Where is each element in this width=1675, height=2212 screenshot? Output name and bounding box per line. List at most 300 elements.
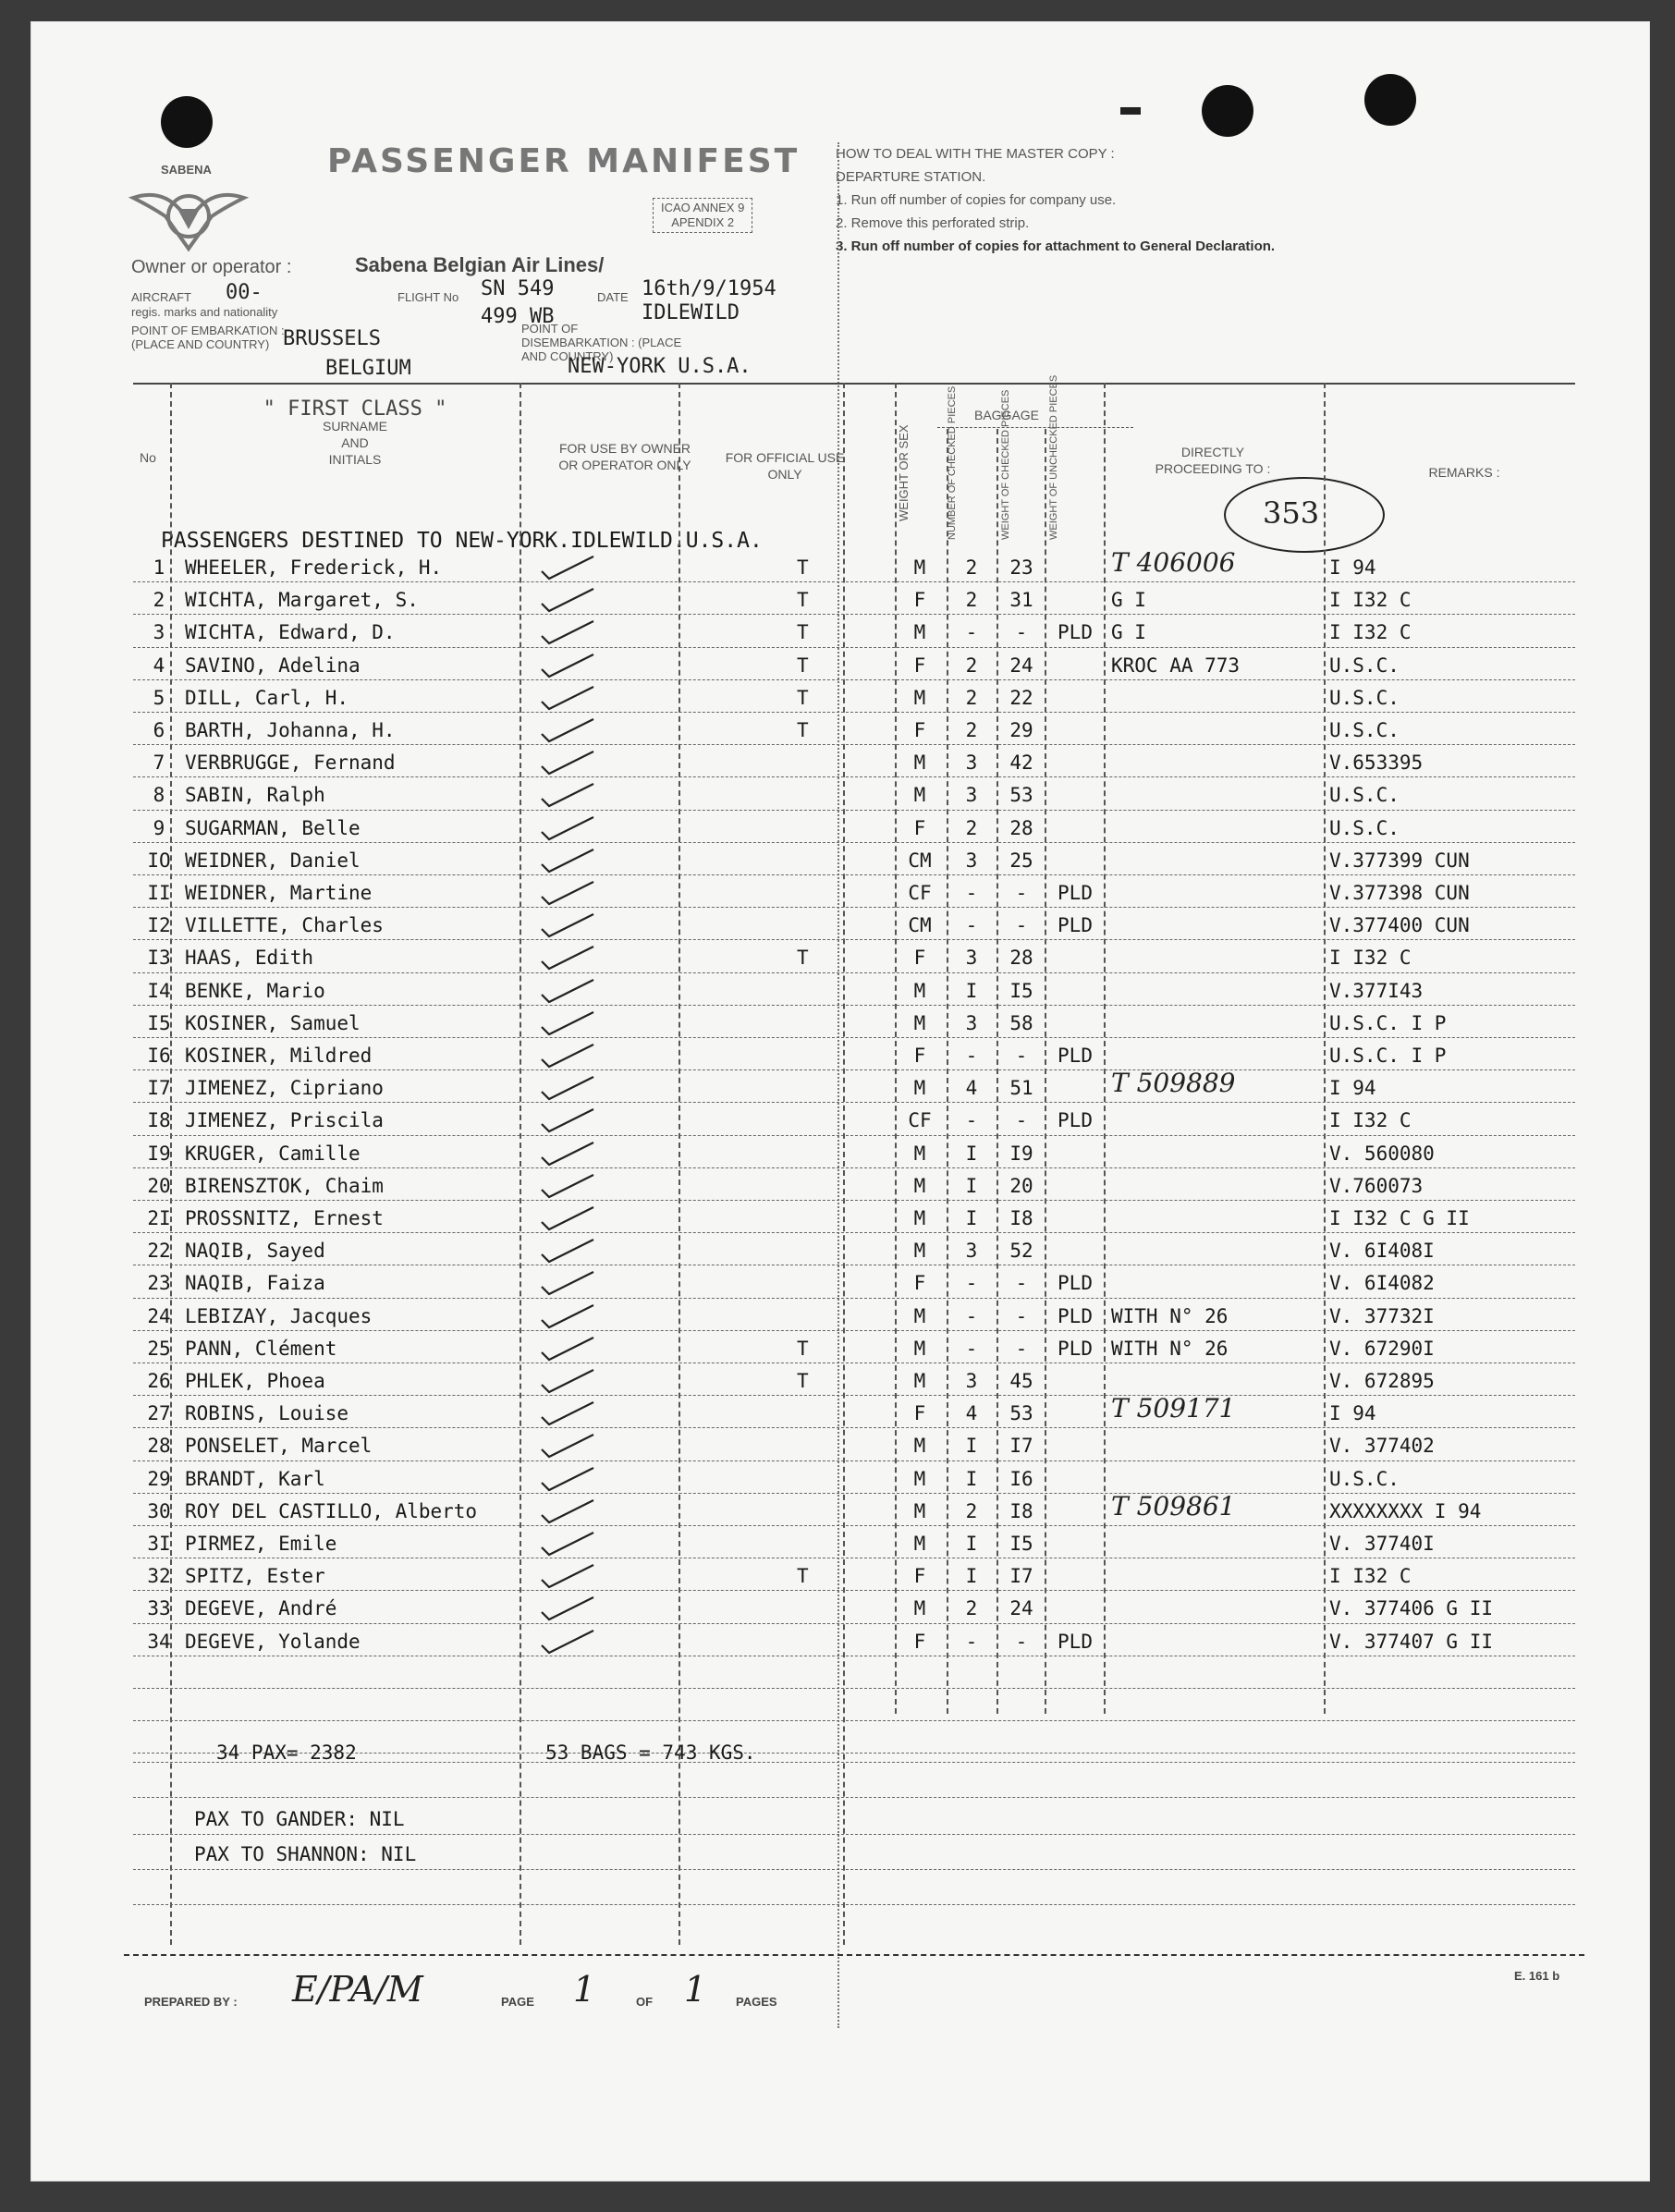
class-title: " FIRST CLASS " bbox=[263, 397, 447, 421]
passenger-name: VERBRUGGE, Fernand bbox=[185, 752, 396, 775]
passenger-number: 34 bbox=[147, 1630, 171, 1653]
row-line bbox=[133, 581, 1575, 582]
passenger-number: I3 bbox=[147, 947, 171, 970]
row-line bbox=[133, 1904, 1575, 1905]
row-line bbox=[133, 1720, 1575, 1721]
checked-weight: 53 bbox=[1009, 1402, 1033, 1425]
passenger-name: LEBIZAY, Jacques bbox=[185, 1304, 373, 1327]
row-line bbox=[133, 1797, 1575, 1798]
passenger-name: DILL, Carl, H. bbox=[185, 686, 349, 709]
remarks: V. 377406 G II bbox=[1329, 1597, 1494, 1620]
checked-weight: - bbox=[1015, 914, 1028, 937]
remarks: I I32 C bbox=[1329, 1565, 1412, 1588]
checked-weight: - bbox=[1015, 1272, 1028, 1295]
checked-pieces: I bbox=[965, 1207, 978, 1229]
table-row bbox=[31, 1462, 1649, 1495]
row-line bbox=[133, 907, 1575, 908]
passenger-sex: M bbox=[913, 1337, 926, 1360]
table-row bbox=[31, 1559, 1649, 1592]
checked-weight: I8 bbox=[1009, 1207, 1033, 1229]
passenger-name: SABIN, Ralph bbox=[185, 784, 325, 807]
passenger-number: 6 bbox=[153, 719, 165, 741]
table-row bbox=[31, 1007, 1649, 1039]
checked-pieces: - bbox=[965, 621, 978, 644]
passenger-number: 29 bbox=[147, 1467, 171, 1490]
passenger-name: HAAS, Edith bbox=[185, 947, 314, 970]
col-weight-sex: WEIGHT OR SEX bbox=[897, 424, 911, 521]
passenger-sex: M bbox=[913, 1077, 926, 1100]
passenger-sex: M bbox=[913, 1370, 926, 1392]
checked-pieces: 2 bbox=[965, 816, 978, 839]
passenger-name: SUGARMAN, Belle bbox=[185, 816, 361, 839]
instruction-item: 1. Run off number of copies for company use. bbox=[836, 192, 1117, 208]
date-label: DATE bbox=[597, 290, 629, 304]
checked-pieces: I bbox=[965, 1435, 978, 1458]
passenger-sex: M bbox=[913, 1499, 926, 1522]
table-row bbox=[31, 1068, 1649, 1104]
col-no: No bbox=[140, 450, 156, 465]
circled-number-text: 353 bbox=[1263, 495, 1320, 531]
row-line bbox=[133, 1762, 1575, 1763]
passenger-sex: CM bbox=[908, 914, 932, 937]
embark-value-1: BRUSSELS bbox=[283, 327, 381, 350]
instruction-item: 3. Run off number of copies for attachment to General Declaration. bbox=[836, 238, 1276, 254]
passenger-sex: M bbox=[913, 1435, 926, 1458]
checked-pieces: 3 bbox=[965, 752, 978, 775]
passenger-sex: CF bbox=[908, 1109, 932, 1132]
checked-pieces: - bbox=[965, 882, 978, 904]
passenger-name: PROSSNITZ, Ernest bbox=[185, 1207, 384, 1229]
table-row bbox=[31, 1364, 1649, 1397]
passenger-number: I6 bbox=[147, 1045, 171, 1067]
official-mark: T bbox=[797, 719, 809, 741]
checked-weight: - bbox=[1015, 1304, 1028, 1327]
passenger-sex: M bbox=[913, 979, 926, 1002]
passenger-sex: F bbox=[913, 816, 926, 839]
passenger-number: I5 bbox=[147, 1011, 171, 1034]
table-row bbox=[31, 1039, 1649, 1071]
checked-weight: I5 bbox=[1009, 1533, 1033, 1555]
passenger-name: ROBINS, Louise bbox=[185, 1402, 349, 1425]
of-value: 1 bbox=[684, 1969, 707, 2010]
row-line bbox=[133, 1005, 1575, 1006]
passenger-sex: F bbox=[913, 1565, 926, 1588]
sabena-logo-icon bbox=[124, 161, 253, 272]
checked-pieces: I bbox=[965, 1174, 978, 1197]
checked-pieces: - bbox=[965, 914, 978, 937]
passenger-name: WEIDNER, Martine bbox=[185, 882, 373, 904]
page-value: 1 bbox=[573, 1969, 596, 2010]
remarks: U.S.C. I P bbox=[1329, 1045, 1447, 1067]
checked-pieces: 2 bbox=[965, 589, 978, 612]
passenger-name: KOSINER, Samuel bbox=[185, 1011, 361, 1034]
table-top-border bbox=[133, 383, 1575, 385]
punch-hole bbox=[161, 96, 213, 148]
table-row bbox=[31, 974, 1649, 1007]
remarks: V. 37732I bbox=[1329, 1304, 1435, 1327]
remarks: V. 672895 bbox=[1329, 1370, 1435, 1392]
row-line bbox=[133, 1135, 1575, 1136]
passenger-number: I7 bbox=[147, 1077, 171, 1100]
remarks: V. 560080 bbox=[1329, 1142, 1435, 1165]
prepared-label: PREPARED BY : bbox=[144, 1995, 238, 2009]
instruction-item: 2. Remove this perforated strip. bbox=[836, 215, 1030, 231]
remarks: V. 377407 G II bbox=[1329, 1630, 1494, 1653]
unchecked-weight: PLD bbox=[1058, 1630, 1093, 1653]
unchecked-weight: PLD bbox=[1058, 1109, 1093, 1132]
page-label: PAGE bbox=[501, 1995, 534, 2009]
passenger-number: 28 bbox=[147, 1435, 171, 1458]
passenger-number: 27 bbox=[147, 1402, 171, 1425]
passenger-sex: M bbox=[913, 556, 926, 579]
passenger-name: VILLETTE, Charles bbox=[185, 914, 384, 937]
document-title: PASSENGER MANIFEST bbox=[327, 142, 801, 180]
circled-number bbox=[1224, 477, 1385, 553]
directly-proceeding: T 509171 bbox=[1111, 1393, 1236, 1424]
checked-weight: I6 bbox=[1009, 1467, 1033, 1490]
official-mark: T bbox=[797, 589, 809, 612]
passenger-sex: M bbox=[913, 1142, 926, 1165]
checked-weight: 28 bbox=[1009, 947, 1033, 970]
passenger-name: ROY DEL CASTILLO, Alberto bbox=[185, 1499, 478, 1522]
checked-pieces: - bbox=[965, 1630, 978, 1653]
col-name-header bbox=[170, 397, 540, 468]
passenger-name: BENKE, Mario bbox=[185, 979, 325, 1002]
remarks: I I32 C bbox=[1329, 621, 1412, 644]
table-row bbox=[31, 876, 1649, 909]
remarks: V.377I43 bbox=[1329, 979, 1424, 1002]
passenger-sex: M bbox=[913, 1304, 926, 1327]
official-mark: T bbox=[797, 556, 809, 579]
passenger-name: PONSELET, Marcel bbox=[185, 1435, 373, 1458]
checked-weight: I7 bbox=[1009, 1435, 1033, 1458]
icao-line-2: APENDIX 2 bbox=[671, 215, 735, 229]
table-row bbox=[31, 1169, 1649, 1202]
directly-proceeding: WITH N° 26 bbox=[1111, 1304, 1229, 1327]
passenger-name: PIRMEZ, Emile bbox=[185, 1533, 337, 1555]
icao-box bbox=[653, 198, 752, 233]
note-shannon: PAX TO SHANNON: NIL bbox=[194, 1843, 417, 1865]
col-official-use: FOR OFFICIAL USE ONLY bbox=[725, 450, 845, 482]
passenger-name: JIMENEZ, Priscila bbox=[185, 1109, 384, 1132]
col-initials: INITIALS bbox=[328, 452, 382, 467]
passenger-number: 33 bbox=[147, 1597, 171, 1620]
checked-pieces: 2 bbox=[965, 719, 978, 741]
passenger-number: IO bbox=[147, 849, 171, 872]
col-weight-unchecked: WEIGHT OF UNCHECKED PIECES bbox=[1048, 374, 1059, 540]
passenger-number: 26 bbox=[147, 1370, 171, 1392]
passenger-sex: M bbox=[913, 752, 926, 775]
aircraft-label: AIRCRAFT bbox=[131, 290, 191, 304]
row-line bbox=[133, 712, 1575, 713]
checked-weight: 42 bbox=[1009, 752, 1033, 775]
passenger-name: PANN, Clément bbox=[185, 1337, 337, 1360]
checked-weight: 25 bbox=[1009, 849, 1033, 872]
passenger-number: 30 bbox=[147, 1499, 171, 1522]
checked-weight: - bbox=[1015, 882, 1028, 904]
row-line bbox=[133, 1102, 1575, 1103]
remarks: V.653395 bbox=[1329, 752, 1424, 775]
row-line bbox=[133, 744, 1575, 745]
row-line bbox=[133, 1069, 1575, 1070]
unchecked-weight: PLD bbox=[1058, 914, 1093, 937]
col-weight-checked: WEIGHT OF CHECKED PIECES bbox=[1000, 389, 1011, 540]
aircraft-sub: regis. marks and nationality bbox=[131, 305, 278, 319]
embark-value-2: BELGIUM bbox=[325, 357, 411, 380]
disembark-value-2: NEW-YORK U.S.A. bbox=[568, 355, 752, 378]
passenger-number: I8 bbox=[147, 1109, 171, 1132]
checked-weight: 23 bbox=[1009, 556, 1033, 579]
checked-pieces: I bbox=[965, 1142, 978, 1165]
passenger-number: 24 bbox=[147, 1304, 171, 1327]
checked-pieces: 4 bbox=[965, 1402, 978, 1425]
passenger-number: 4 bbox=[153, 654, 165, 677]
passenger-sex: F bbox=[913, 1272, 926, 1295]
passenger-sex: M bbox=[913, 686, 926, 709]
passenger-sex: F bbox=[913, 719, 926, 741]
passenger-number: 1 bbox=[153, 556, 165, 579]
checked-weight: 24 bbox=[1009, 654, 1033, 677]
official-mark: T bbox=[797, 947, 809, 970]
checked-weight: 20 bbox=[1009, 1174, 1033, 1197]
directly-proceeding: T 509861 bbox=[1111, 1490, 1236, 1522]
passenger-name: WICHTA, Margaret, S. bbox=[185, 589, 419, 612]
remarks: V.760073 bbox=[1329, 1174, 1424, 1197]
flight-value: SN 549 bbox=[481, 277, 555, 300]
remarks: I I32 C bbox=[1329, 1109, 1412, 1132]
col-baggage: BAGGAGE bbox=[973, 408, 1040, 422]
official-mark: T bbox=[797, 654, 809, 677]
passenger-sex: F bbox=[913, 654, 926, 677]
row-line bbox=[133, 1834, 1575, 1835]
checked-weight: I8 bbox=[1009, 1499, 1033, 1522]
checked-weight: 45 bbox=[1009, 1370, 1033, 1392]
directly-proceeding: G I bbox=[1111, 621, 1146, 644]
table-row bbox=[31, 1429, 1649, 1461]
row-line bbox=[133, 1688, 1575, 1689]
disembark-value-1: IDLEWILD bbox=[642, 301, 740, 324]
checked-pieces: 2 bbox=[965, 1597, 978, 1620]
directly-proceeding: T 509889 bbox=[1111, 1068, 1236, 1099]
row-line bbox=[133, 1427, 1575, 1428]
totals-bags: 53 BAGS = 743 KGS. bbox=[545, 1741, 756, 1764]
row-line bbox=[133, 776, 1575, 777]
checked-pieces: 3 bbox=[965, 849, 978, 872]
passenger-name: NAQIB, Sayed bbox=[185, 1240, 325, 1263]
row-line bbox=[133, 1590, 1575, 1591]
unchecked-weight: PLD bbox=[1058, 1337, 1093, 1360]
passenger-number: 25 bbox=[147, 1337, 171, 1360]
checked-pieces: 3 bbox=[965, 947, 978, 970]
pages-label: PAGES bbox=[736, 1995, 777, 2009]
remarks: U.S.C. bbox=[1329, 816, 1400, 839]
punch-hole bbox=[1202, 85, 1253, 137]
passenger-number: I2 bbox=[147, 914, 171, 937]
table-row bbox=[31, 1137, 1649, 1169]
checked-weight: - bbox=[1015, 1045, 1028, 1067]
logo-text: SABENA bbox=[161, 163, 212, 177]
passenger-sex: F bbox=[913, 1402, 926, 1425]
passenger-number: 20 bbox=[147, 1174, 171, 1197]
row-line bbox=[133, 1167, 1575, 1168]
remarks: U.S.C. bbox=[1329, 654, 1400, 677]
embark-label: POINT OF EMBARKATION : (PLACE AND COUNTRY) bbox=[131, 324, 285, 351]
row-line bbox=[133, 810, 1575, 811]
checked-pieces: 3 bbox=[965, 1011, 978, 1034]
row-line bbox=[133, 1623, 1575, 1624]
table-row bbox=[31, 1104, 1649, 1136]
checked-weight: - bbox=[1015, 1109, 1028, 1132]
checked-weight: 28 bbox=[1009, 816, 1033, 839]
remarks: U.S.C. bbox=[1329, 719, 1400, 741]
row-line bbox=[133, 874, 1575, 875]
table-row bbox=[31, 746, 1649, 778]
unchecked-weight: PLD bbox=[1058, 1304, 1093, 1327]
passenger-sex: M bbox=[913, 1597, 926, 1620]
checked-weight: 24 bbox=[1009, 1597, 1033, 1620]
passenger-name: JIMENEZ, Cipriano bbox=[185, 1077, 384, 1100]
checked-weight: - bbox=[1015, 1337, 1028, 1360]
punch-hole bbox=[1364, 74, 1416, 126]
remarks: V. 377402 bbox=[1329, 1435, 1435, 1458]
remarks: V. 6I408I bbox=[1329, 1240, 1435, 1263]
form-code: E. 161 b bbox=[1514, 1969, 1560, 1983]
row-line bbox=[133, 1869, 1575, 1870]
checked-weight: 22 bbox=[1009, 686, 1033, 709]
passenger-number: 32 bbox=[147, 1565, 171, 1588]
directly-proceeding: KROC AA 773 bbox=[1111, 654, 1241, 677]
remarks: XXXXXXXX I 94 bbox=[1329, 1499, 1482, 1522]
checked-pieces: I bbox=[965, 1467, 978, 1490]
passenger-name: NAQIB, Faiza bbox=[185, 1272, 325, 1295]
row-line bbox=[133, 647, 1575, 648]
table-row bbox=[31, 616, 1649, 648]
row-line bbox=[133, 972, 1575, 973]
instructions-block bbox=[836, 142, 1275, 258]
passenger-sex: M bbox=[913, 1533, 926, 1555]
table-row bbox=[31, 1490, 1649, 1527]
instructions-title: HOW TO DEAL WITH THE MASTER COPY : bbox=[836, 146, 1115, 162]
remarks: I I32 C bbox=[1329, 947, 1412, 970]
checked-pieces: 3 bbox=[965, 784, 978, 807]
remarks: I I32 C G II bbox=[1329, 1207, 1470, 1229]
icao-line-1: ICAO ANNEX 9 bbox=[661, 201, 745, 214]
row-line bbox=[133, 1395, 1575, 1396]
table-row bbox=[31, 1266, 1649, 1299]
passenger-name: BARTH, Johanna, H. bbox=[185, 719, 396, 741]
checked-pieces: 4 bbox=[965, 1077, 978, 1100]
date-value: 16th/9/1954 bbox=[642, 277, 776, 300]
passenger-sex: M bbox=[913, 1207, 926, 1229]
passenger-number: I4 bbox=[147, 979, 171, 1002]
remarks: V. 37740I bbox=[1329, 1533, 1435, 1555]
row-line bbox=[133, 1200, 1575, 1201]
prepared-value: E/PA/M bbox=[292, 1969, 423, 2010]
checked-pieces: 2 bbox=[965, 686, 978, 709]
remarks: I 94 bbox=[1329, 556, 1376, 579]
directly-proceeding: WITH N° 26 bbox=[1111, 1337, 1229, 1360]
passenger-name: BRANDT, Karl bbox=[185, 1467, 325, 1490]
passenger-name: SAVINO, Adelina bbox=[185, 654, 361, 677]
row-line bbox=[133, 1493, 1575, 1494]
row-line bbox=[133, 1330, 1575, 1331]
passenger-number: 22 bbox=[147, 1240, 171, 1263]
official-mark: T bbox=[797, 686, 809, 709]
passenger-number: 5 bbox=[153, 686, 165, 709]
official-mark: T bbox=[797, 1337, 809, 1360]
checked-pieces: 3 bbox=[965, 1240, 978, 1263]
passenger-sex: M bbox=[913, 784, 926, 807]
remarks: V.377400 CUN bbox=[1329, 914, 1470, 937]
official-mark: T bbox=[797, 1370, 809, 1392]
row-line bbox=[133, 1525, 1575, 1526]
table-row bbox=[31, 844, 1649, 876]
checked-weight: 52 bbox=[1009, 1240, 1033, 1263]
checked-pieces: 2 bbox=[965, 654, 978, 677]
checked-weight: 58 bbox=[1009, 1011, 1033, 1034]
col-remarks: REMARKS : bbox=[1428, 465, 1500, 480]
table-row bbox=[31, 778, 1649, 811]
directly-proceeding: T 406006 bbox=[1111, 547, 1236, 578]
checked-weight: 51 bbox=[1009, 1077, 1033, 1100]
table-row bbox=[31, 909, 1649, 941]
owner-label: Owner or operator : bbox=[131, 257, 292, 277]
row-line bbox=[133, 679, 1575, 680]
official-mark: T bbox=[797, 621, 809, 644]
destined-line: PASSENGERS DESTINED TO NEW-YORK.IDLEWILD.U.S.A. bbox=[161, 529, 763, 553]
passenger-number: 7 bbox=[153, 752, 165, 775]
passenger-name: WICHTA, Edward, D. bbox=[185, 621, 396, 644]
remarks: I 94 bbox=[1329, 1402, 1376, 1425]
aircraft-value: 00- bbox=[226, 281, 263, 304]
passenger-number: 2 bbox=[153, 589, 165, 612]
remarks: V. 67290I bbox=[1329, 1337, 1435, 1360]
table-row bbox=[31, 583, 1649, 616]
remarks: U.S.C. bbox=[1329, 686, 1400, 709]
col-and: AND bbox=[341, 435, 369, 450]
passenger-sex: CF bbox=[908, 882, 932, 904]
passenger-sex: M bbox=[913, 1174, 926, 1197]
checked-pieces: 2 bbox=[965, 1499, 978, 1522]
remarks: I 94 bbox=[1329, 1077, 1376, 1100]
of-label: OF bbox=[636, 1995, 654, 2009]
passenger-name: PHLEK, Phoea bbox=[185, 1370, 325, 1392]
passenger-name: KRUGER, Camille bbox=[185, 1142, 361, 1165]
col-num-checked: NUMBER OF CHECKED PIECES bbox=[947, 385, 958, 540]
passenger-name: WHEELER, Frederick, H. bbox=[185, 556, 443, 579]
remarks: V.377398 CUN bbox=[1329, 882, 1470, 904]
table-row bbox=[31, 1527, 1649, 1559]
col-surname: SURNAME bbox=[322, 419, 387, 434]
passenger-name: SPITZ, Ester bbox=[185, 1565, 325, 1588]
checked-pieces: - bbox=[965, 1272, 978, 1295]
col-owner-use: FOR USE BY OWNER OR OPERATOR ONLY bbox=[558, 441, 691, 472]
remarks: U.S.C. I P bbox=[1329, 1011, 1447, 1034]
passenger-number: II bbox=[147, 882, 171, 904]
passenger-sex: M bbox=[913, 1467, 926, 1490]
passenger-name: DEGEVE, Yolande bbox=[185, 1630, 361, 1653]
ink-mark bbox=[1120, 107, 1141, 115]
checked-pieces: 3 bbox=[965, 1370, 978, 1392]
checked-weight: 29 bbox=[1009, 719, 1033, 741]
remarks: I I32 C bbox=[1329, 589, 1412, 612]
checked-pieces: I bbox=[965, 1533, 978, 1555]
passenger-name: KOSINER, Mildred bbox=[185, 1045, 373, 1067]
note-gander: PAX TO GANDER: NIL bbox=[194, 1808, 405, 1830]
passenger-number: 2I bbox=[147, 1207, 171, 1229]
checked-pieces: - bbox=[965, 1337, 978, 1360]
flight-label: FLIGHT No bbox=[397, 290, 459, 304]
